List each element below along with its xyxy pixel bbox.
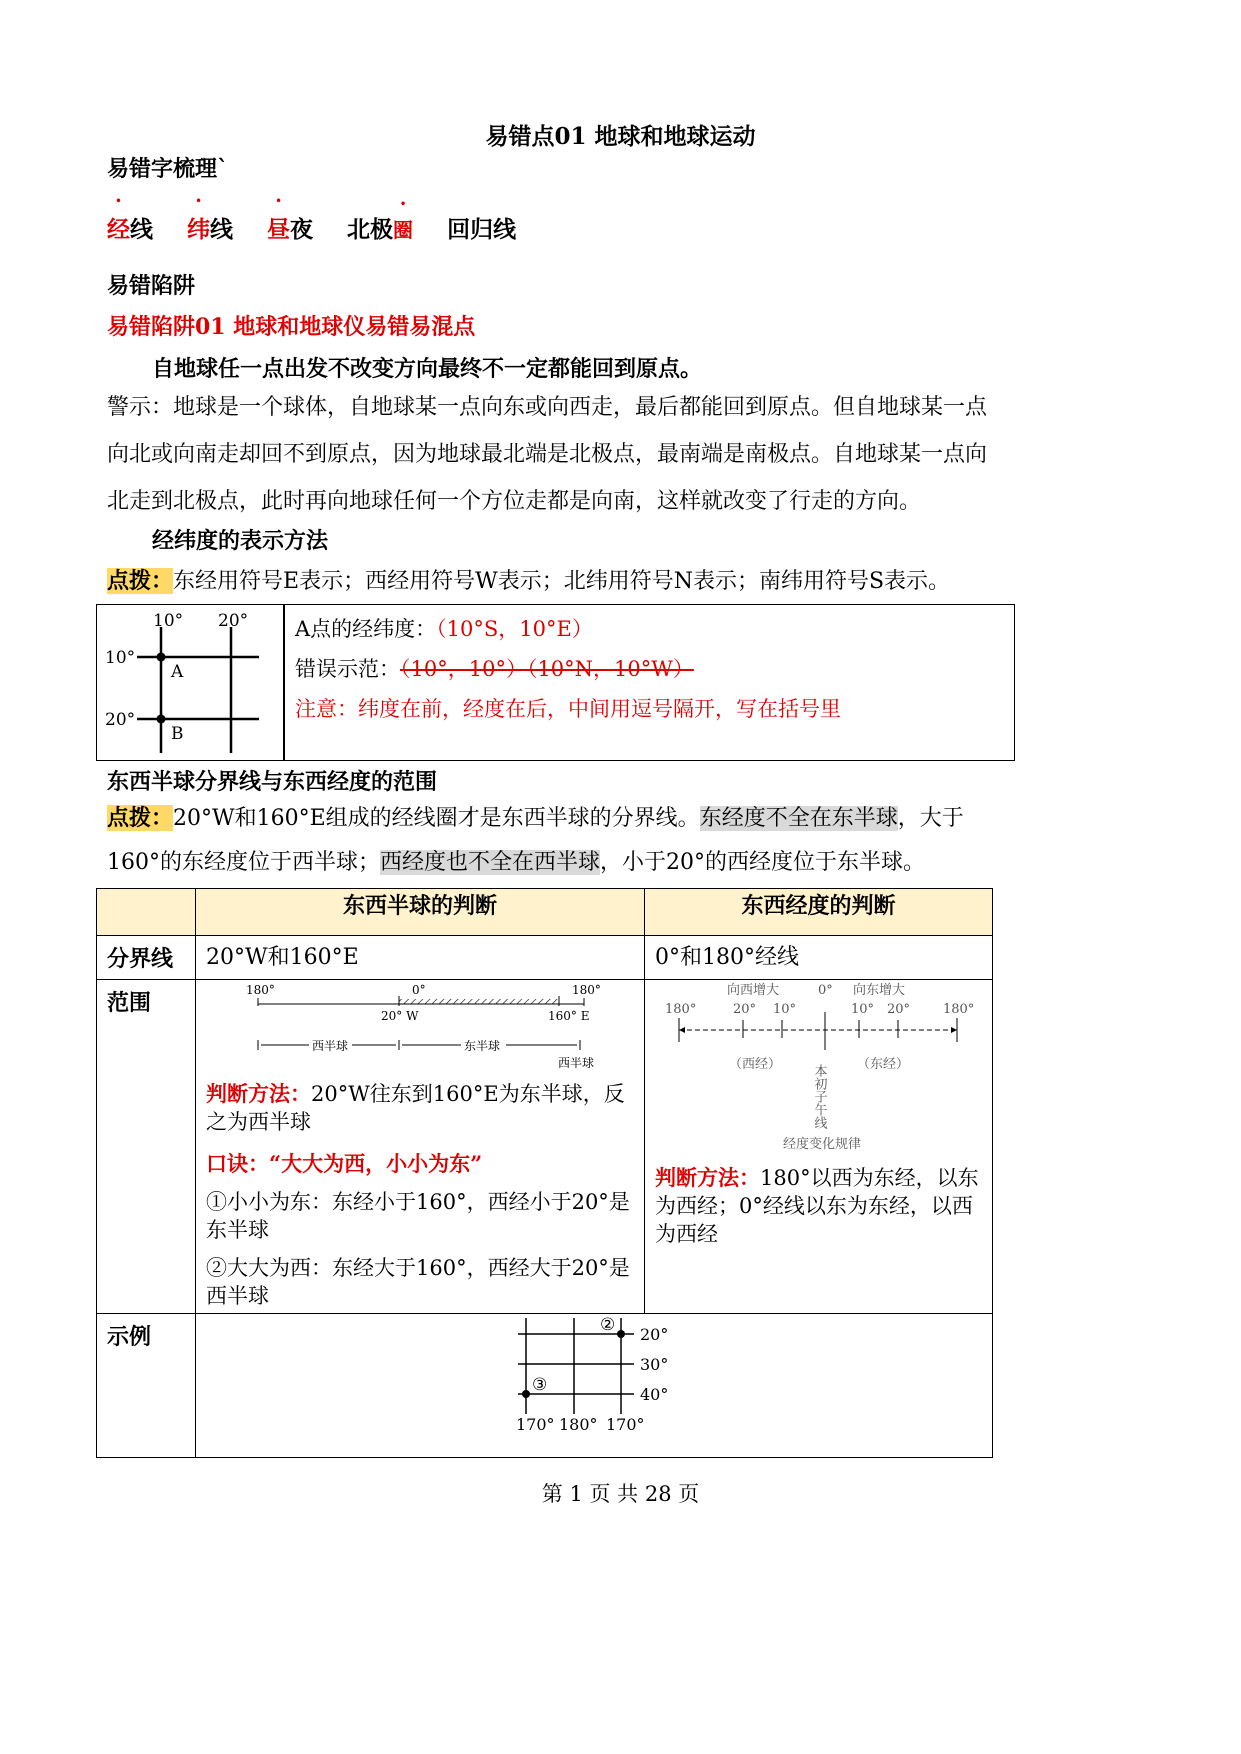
range-label: 西半球 — [558, 1056, 595, 1070]
tip-paragraph: 点拨：20°W和160°E组成的经线圈才是东西半球的分界线。东经度不全在东半球，大于 160°的东经度位于西半球；西经度也不全在西半球，小于20°的西经度位于东半球。 — [107, 805, 964, 875]
tick-label: 10° — [851, 1002, 875, 1017]
lat-label: 40° — [640, 1385, 669, 1404]
row-label: 分界线 — [97, 936, 196, 980]
example-figure — [196, 1314, 992, 1454]
tick-label: 20° — [887, 1002, 911, 1017]
hemisphere-table — [96, 888, 993, 1458]
lat-label: 20° — [640, 1325, 669, 1344]
lat-label: 30° — [640, 1355, 669, 1374]
fig-label: 0° — [818, 983, 833, 998]
point-label: A — [171, 662, 184, 682]
table-header: 东西经度的判断 — [645, 889, 993, 936]
table-cell — [645, 980, 993, 1314]
table-cell — [196, 980, 645, 1314]
word-item: 昼夜 — [267, 216, 314, 243]
tick-label: 180° — [246, 983, 275, 997]
table-cell: 0°和180°经线 — [645, 936, 993, 980]
rule-text: ①小小为东：东经小于160°，西经小于20°是东半球 — [206, 1190, 630, 1242]
trap-title: 易错陷阱01 地球和地球仪易错易混点 — [107, 314, 476, 340]
tick-label: 20° — [733, 1002, 757, 1017]
method-text: 判断方法：20°W往东到160°E为东半球，反之为西半球 — [206, 1081, 625, 1134]
method-text: 判断方法：180°以西为东经，以东为西经；0°经线以东为东经，以西为西经 — [655, 1165, 979, 1246]
lon-label: 180° — [559, 1415, 598, 1434]
table-header-empty — [97, 889, 196, 936]
word-list — [107, 211, 516, 244]
point-body: 警示：地球是一个球体，自地球某一点向东或向西走，最后都能回到原点。但自地球某一点 向北或向南走却回不到原点，因为地球最北端是北极点，最南端是南极点。自地球某一点向 北走到北极点，此时再向地球任何一个方位走都是向南，这样就改变了行走的方向。 — [107, 395, 988, 514]
fig-label: 向西增大 — [727, 983, 780, 998]
tick-label: 180° — [572, 983, 601, 997]
fig-label: （西经） — [729, 1057, 782, 1072]
point-title: 东西半球分界线与东西经度的范围 — [107, 769, 438, 795]
word-item: 北极圈 — [347, 216, 414, 243]
page-title: 易错点01 地球和地球运动 — [485, 123, 756, 150]
tick-label: 20° W — [381, 1009, 419, 1023]
lon-label: 170° — [516, 1415, 555, 1434]
point-label: B — [171, 724, 184, 744]
grid-figure — [97, 605, 283, 760]
word-item: 经线 — [107, 216, 153, 243]
tip-line: 点拨：东经用符号E表示；西经用符号W表示；北纬用符号N表示；南纬用符号S表示。 — [107, 568, 951, 594]
fig-caption: 经度变化规律 — [783, 1137, 862, 1152]
range-label: 西半球 — [312, 1039, 349, 1053]
point-title: 自地球任一点出发不改变方向最终不一定都能回到原点。 — [152, 356, 703, 382]
word-item: 纬线 — [187, 216, 234, 243]
rule-text: ②大大为西：东经大于160°，西经大于20°是西半球 — [206, 1256, 630, 1308]
fig-label: 向东增大 — [853, 983, 906, 998]
row-label: 范围 — [97, 980, 196, 1314]
grid-left-label: 20° — [105, 710, 136, 730]
lon-label: 170° — [606, 1415, 645, 1434]
point-title: 经纬度的表示方法 — [152, 528, 329, 554]
section-heading-words: 易错字梳理` — [107, 156, 229, 182]
latlon-notes: A点的经纬度：（10°S，10°E） 错误示范：（10°，10°）（10°N，10°W） 注意：纬度在前，经度在后，中间用逗号隔开，写在括号里 — [295, 617, 841, 721]
fig-label: 本初子午线 — [811, 1064, 827, 1129]
table-header: 东西半球的判断 — [196, 889, 645, 936]
tick-label: 160° E — [548, 1009, 590, 1023]
longitude-figure — [655, 982, 975, 1152]
word-item: 回归线 — [447, 216, 517, 243]
tick-label: 0° — [412, 983, 426, 997]
point-marker: ③ — [532, 1375, 548, 1395]
grid-left-label: 10° — [105, 648, 136, 668]
section-heading-traps: 易错陷阱 — [107, 273, 196, 299]
row-label: 示例 — [97, 1314, 196, 1458]
tick-label: 10° — [773, 1002, 797, 1017]
tick-label: 180° — [943, 1002, 975, 1017]
fig-label: （东经） — [857, 1057, 910, 1072]
grid-top-label: 10° — [153, 611, 184, 631]
table-cell: 20°W和160°E — [196, 936, 645, 980]
table-cell — [196, 1314, 993, 1458]
tick-label: 180° — [665, 1002, 697, 1017]
latlon-box — [96, 604, 1015, 761]
page-footer: 第 1 页 共 28 页 — [541, 1482, 700, 1506]
hemisphere-figure — [206, 982, 626, 1074]
point-marker: ② — [600, 1315, 616, 1335]
range-label: 东半球 — [464, 1039, 501, 1053]
grid-top-label: 20° — [218, 611, 249, 631]
rhyme: 口诀：“大大为西，小小为东” — [206, 1151, 483, 1176]
